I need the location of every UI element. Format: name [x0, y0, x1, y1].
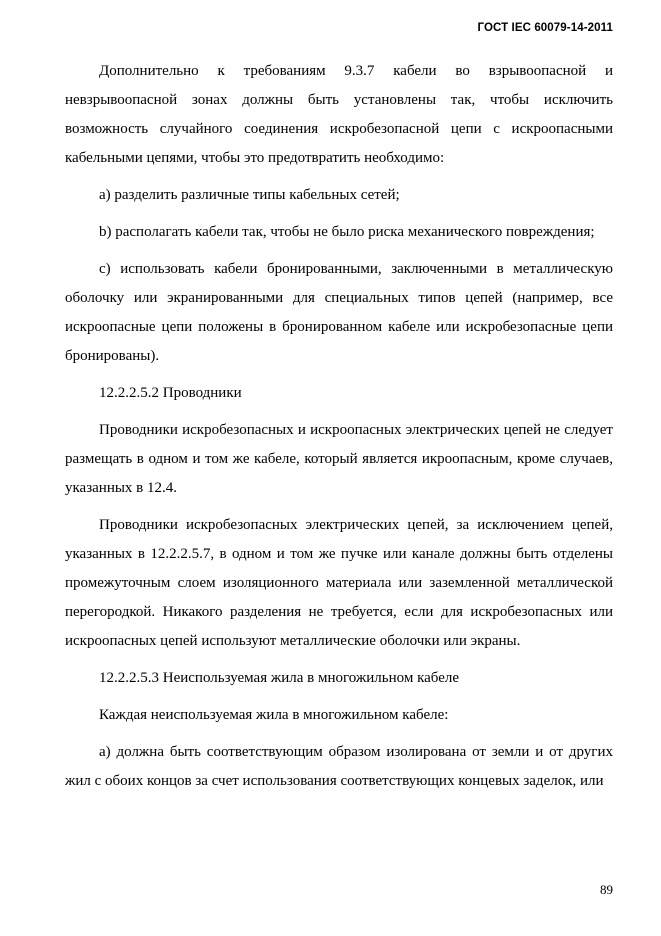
paragraph-conductors-2: Проводники искробезопасных электрических цепей, за исключением цепей, указанных в 12.2.2.5.7, в одном и том же пучке или канале должны быть отделены промежуточным слоем изоляционного материала или заземленной металлической перегородкой. Никакого разделения не требуется, если для искробезопасных или искроопасных цепей используют металлические оболочки или экраны. [65, 517, 613, 649]
page-number: 89 [600, 882, 613, 897]
document-body [65, 57, 613, 804]
list-item-c: c) использовать кабели бронированными, заключенными в металлическую оболочку или экранированными для специальных типов цепей (например, все искроопасные цепи положены в бронированном кабеле или искробезопасные цепи бронированы). [65, 261, 613, 364]
document-code: ГОСТ IEC 60079-14-2011 [477, 22, 613, 34]
list-item-unused-a: a) должна быть соответствующим образом изолирована от земли и от других жил с обоих концов за счет использования соответствующих концевых заделок, или [65, 744, 613, 789]
list-item-a: a) разделить различные типы кабельных сетей; [99, 187, 400, 203]
paragraph-intro: Дополнительно к требованиям 9.3.7 кабели во взрывоопасной и невзрывоопасной зонах должны быть установлены так, чтобы исключить возможность случайного соединения искробезопасной цепи с искроопасными кабельными цепями, чтобы это предотвратить необходимо: [65, 63, 613, 166]
section-heading-unused-core: 12.2.2.5.3 Неиспользуемая жила в многожильном кабеле [99, 670, 460, 686]
paragraph-conductors-1: Проводники искробезопасных и искроопасных электрических цепей не следует размещать в одном и том же кабеле, который является икроопасным, кроме случаев, указанных в 12.4. [65, 422, 613, 496]
paragraph-unused-core: Каждая неиспользуемая жила в многожильном кабеле: [99, 707, 449, 723]
list-item-b: b) располагать кабели так, чтобы не было риска механического повреждения; [99, 224, 595, 240]
section-heading-conductors: 12.2.2.5.2 Проводники [99, 385, 242, 401]
